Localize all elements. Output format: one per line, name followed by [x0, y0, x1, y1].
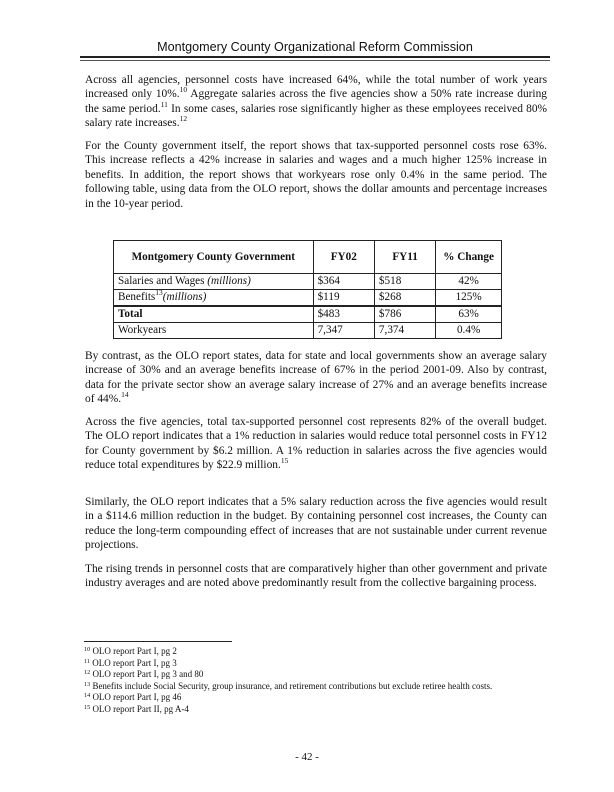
- table-row-workyears: [114, 323, 502, 339]
- table-row-total: [114, 306, 502, 323]
- footnote-ref[interactable]: 11: [160, 99, 168, 109]
- header-cell-change: % Change: [436, 241, 502, 274]
- footnote-divider: [84, 641, 232, 642]
- cell-change: 63%: [436, 306, 502, 323]
- footnote-ref[interactable]: 10: [179, 85, 188, 95]
- footnote-item: [84, 704, 544, 716]
- footnote-ref[interactable]: 14: [121, 390, 129, 400]
- footnote-number: 13: [84, 680, 91, 688]
- cell-fy11: $268: [374, 290, 435, 307]
- paragraph-personnel-costs: [85, 73, 547, 131]
- footnote-item: [84, 658, 544, 670]
- footnote-ref[interactable]: 13: [155, 288, 163, 297]
- row-label: [114, 274, 314, 290]
- header-cell-fy11: FY11: [374, 241, 435, 274]
- paragraph-text: Across the five agencies, total tax-supported personnel cost represents 82% of the overall budget. The OLO report indicates that a 1% reduction in salaries would reduce total personnel costs in FY12 for County government by $6.2 million. A 1% reduction in salaries across the five agencies would reduce total expenditures by $22.9 million.: [85, 416, 547, 472]
- paragraph-salary-reduction: Similarly, the OLO report indicates that a 5% salary reduction across the five agencies would result in a $114.6 million reduction in the budget. By containing personnel cost increases, the County can reduce the long-term compounding effect of increases that are not sustainable under current revenue projections.: [85, 496, 547, 552]
- cell-change: 125%: [436, 290, 502, 307]
- footnote-number: 15: [84, 703, 91, 711]
- paragraph-text: Across all agencies, personnel costs have increased 64%, while the total number of work years increased only 10%.: [85, 74, 547, 101]
- cell-fy11: $518: [374, 274, 435, 290]
- header-cell-government: Montgomery County Government: [114, 241, 314, 274]
- page-number: - 42 -: [295, 751, 319, 763]
- row-label-text: Salaries and Wages: [118, 275, 208, 287]
- footnote-ref[interactable]: 15: [280, 456, 289, 466]
- paragraph-five-agencies: [85, 415, 547, 473]
- cell-fy11: $786: [374, 306, 435, 323]
- footnote-item: [84, 669, 544, 681]
- row-label: Workyears: [114, 323, 314, 339]
- row-label-unit: (millions): [207, 275, 251, 287]
- footnote-text: OLO report Part I, pg 3: [89, 657, 177, 668]
- header-rule-thick: [80, 56, 550, 58]
- paragraph-rising-trends: The rising trends in personnel costs that are comparatively higher than other government and private industry averages and are noted above predominantly result from the collective bargaining process.: [85, 563, 547, 590]
- paragraph-county-government: For the County government itself, the report shows that tax-supported personnel costs rose 63%. This increase reflects a 42% increase in salaries and wages and a much higher 125% increase in benefits. In addition, the report shows that workyears rose only 0.4% in the same period. The following table, using data from the OLO report, shows the dollar amounts and percentage increases in the 10-year period.: [85, 140, 547, 210]
- cell-fy11: 7,374: [374, 323, 435, 339]
- header-cell-fy02: FY02: [313, 241, 374, 274]
- footnote-ref[interactable]: 12: [179, 114, 188, 124]
- footnote-number: 14: [84, 692, 91, 700]
- table-header-row: [114, 241, 502, 274]
- table-row-benefits: [114, 290, 502, 307]
- cell-fy02: 7,347: [313, 323, 374, 339]
- paragraph-by-contrast: [85, 349, 547, 407]
- footnote-text: Benefits include Social Security, group insurance, and retirement contributions but exclude retiree health costs.: [90, 680, 493, 691]
- row-label-text: Benefits: [118, 291, 156, 303]
- footnote-item: [84, 646, 544, 658]
- row-label-unit: (millions): [162, 291, 207, 303]
- footnote-number: 10: [84, 646, 91, 653]
- footnote-item: [84, 692, 544, 704]
- table-row-salaries: [114, 274, 502, 290]
- paragraph-text: In some cases, salaries rose significantly higher as these employees received 80% salary rate increases.: [85, 102, 548, 130]
- cell-change: 42%: [436, 274, 502, 290]
- paragraph-text: Aggregate salaries across the five agencies show a 50% rate increase during the same period.: [85, 88, 547, 115]
- row-label: Total: [114, 306, 314, 323]
- cell-fy02: $119: [313, 290, 374, 307]
- footnotes-list: [84, 646, 544, 716]
- personnel-cost-table: [113, 240, 502, 339]
- page-header-title: Montgomery County Organizational Reform Commission: [157, 40, 473, 54]
- footnote-text: OLO report Part I, pg 46: [90, 692, 182, 703]
- footnote-item: [84, 681, 544, 693]
- footnote-text: OLO report Part II, pg A-4: [90, 703, 189, 714]
- paragraph-text: By contrast, as the OLO report states, data for state and local governments show an average salary increase of 30% and an average benefits increase of 67% in the period 2001-09. Also by contrast, data for the private sector show an average salary increase of 27% and an average benefits increase of 44%.: [85, 350, 547, 406]
- header-rule-thin: [80, 60, 550, 61]
- footnote-number: 12: [84, 669, 91, 677]
- cell-fy02: $483: [313, 306, 374, 323]
- footnote-number: 11: [84, 657, 90, 665]
- footnote-text: OLO report Part I, pg 3 and 80: [90, 669, 204, 680]
- cell-change: 0.4%: [436, 323, 502, 339]
- footnote-text: OLO report Part I, pg 2: [90, 646, 177, 656]
- cell-fy02: $364: [313, 274, 374, 290]
- row-label: [114, 290, 314, 307]
